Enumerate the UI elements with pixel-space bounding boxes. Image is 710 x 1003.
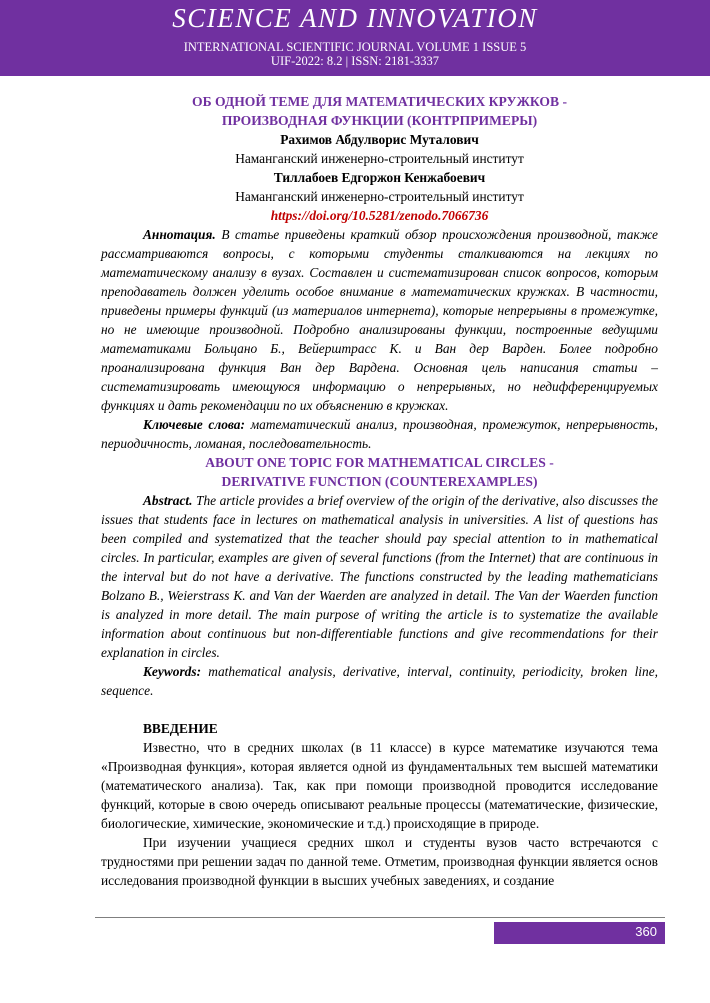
en-title-line1: ABOUT ONE TOPIC FOR MATHEMATICAL CIRCLES -: [205, 455, 554, 470]
affiliation-1: Наманганский инженерно-строительный институт: [235, 151, 524, 166]
ru-abstract: [101, 225, 658, 415]
page-number-box: [494, 922, 665, 944]
spacer: [101, 700, 658, 719]
article-content: [101, 92, 658, 890]
en-abstract: [101, 491, 658, 662]
en-title-line2: DERIVATIVE FUNCTION (COUNTEREXAMPLES): [221, 474, 538, 489]
author-2: Тиллабоев Едгоржон Кенжабоевич: [273, 170, 486, 185]
body-paragraph-2: При изучении учащиеся средних школ и студенты вузов часто встречаются с трудностями при решении задач по данной теме. Отметим, производная функции является основ исследования производной функции в высших учебных заведениях, и создание: [101, 835, 658, 888]
footer-divider: [95, 917, 665, 918]
body-paragraph-1: Известно, что в средних школах (в 11 классе) в курсе математике изучаются тема «Производная функция», которая является одной из фундаментальных тем высшей математики (математического анализа). Так, как при помощи производной проводится исследование функций, которые в свою очередь описывают реальные процессы (математические, физические, биологические, химические, экономические и т.д.) происходящие в природе.: [101, 740, 658, 831]
ru-abstract-label: Аннотация.: [143, 227, 216, 242]
journal-header: [0, 0, 710, 76]
author-1: Рахимов Абдулворис Муталович: [280, 132, 479, 147]
doi-row: [101, 206, 658, 225]
journal-title: SCIENCE AND INNOVATION: [172, 3, 538, 33]
journal-subtitle: INTERNATIONAL SCIENTIFIC JOURNAL VOLUME 1 ISSUE 5: [183, 40, 527, 54]
section-title: ВВЕДЕНИЕ: [143, 721, 218, 736]
en-keywords-text: mathematical analysis, derivative, interval, continuity, periodicity, broken line, sequence.: [101, 664, 658, 698]
ru-title-line2: ПРОИЗВОДНАЯ ФУНКЦИИ (КОНТРПРИМЕРЫ): [221, 113, 538, 128]
en-keywords: [101, 662, 658, 700]
ru-keywords: [101, 415, 658, 453]
ru-keywords-text: математический анализ, производная, промежуток, непрерывность, периодичность, ломаная, последовательность.: [101, 417, 658, 451]
en-abstract-label: Abstract.: [143, 493, 193, 508]
page-number: 360: [635, 924, 657, 939]
ru-title-line1: ОБ ОДНОЙ ТЕМЕ ДЛЯ МАТЕМАТИЧЕСКИХ КРУЖКОВ -: [192, 94, 567, 109]
affiliation-2: Наманганский инженерно-строительный институт: [235, 189, 524, 204]
en-keywords-label: Keywords:: [143, 664, 202, 679]
doi-link[interactable]: https://doi.org/10.5281/zenodo.7066736: [270, 208, 489, 223]
en-abstract-text: The article provides a brief overview of the origin of the derivative, also discusses the issues that students face in lectures on mathematical analysis in universities. A list of questions has been compiled and systematized that the teacher should pay special attention to in mathematical circles. In particular, examples are given of several functions (from the Internet) that are continuous in the interval but do not have a derivative. The functions constructed by the leading mathematicians Bolzano B., Weierstrass K. and Van der Waerden are analyzed in detail. The Van der Waerden function is analyzed in more detail. The main purpose of writing the article is to systematize the available information about continuous but non-differentiable functions and give recommendations for their explanation in circles.: [101, 493, 658, 660]
ru-keywords-label: Ключевые слова:: [143, 417, 245, 432]
journal-uif-issn: UIF-2022: 8.2 | ISSN: 2181-3337: [270, 54, 440, 68]
ru-abstract-text: В статье приведены краткий обзор происхождения производной, также рассматриваются вопросы, с которыми студенты сталкиваются на лекциях по математическому анализу в вузах. Составлен и систематизирован список вопросов, которым преподаватель должен уделить особое внимание в математических кружках. В частности, приведены примеры функций (из материалов интернета), которые непрерывны в промежутке, но не имеющие производной. Подробно анализированы функции, построенные ведущими математиками Больцано Б., Вейерштрасс К. и Ван дер Варден. Более подробно проанализирована функция Ван дер Вардена. Основная цель написания статьи – систематизировать имеющуюся информацию о непрерывных, но недифференцируемых функциях и дать рекомендации по их объяснению в кружках.: [101, 227, 658, 413]
